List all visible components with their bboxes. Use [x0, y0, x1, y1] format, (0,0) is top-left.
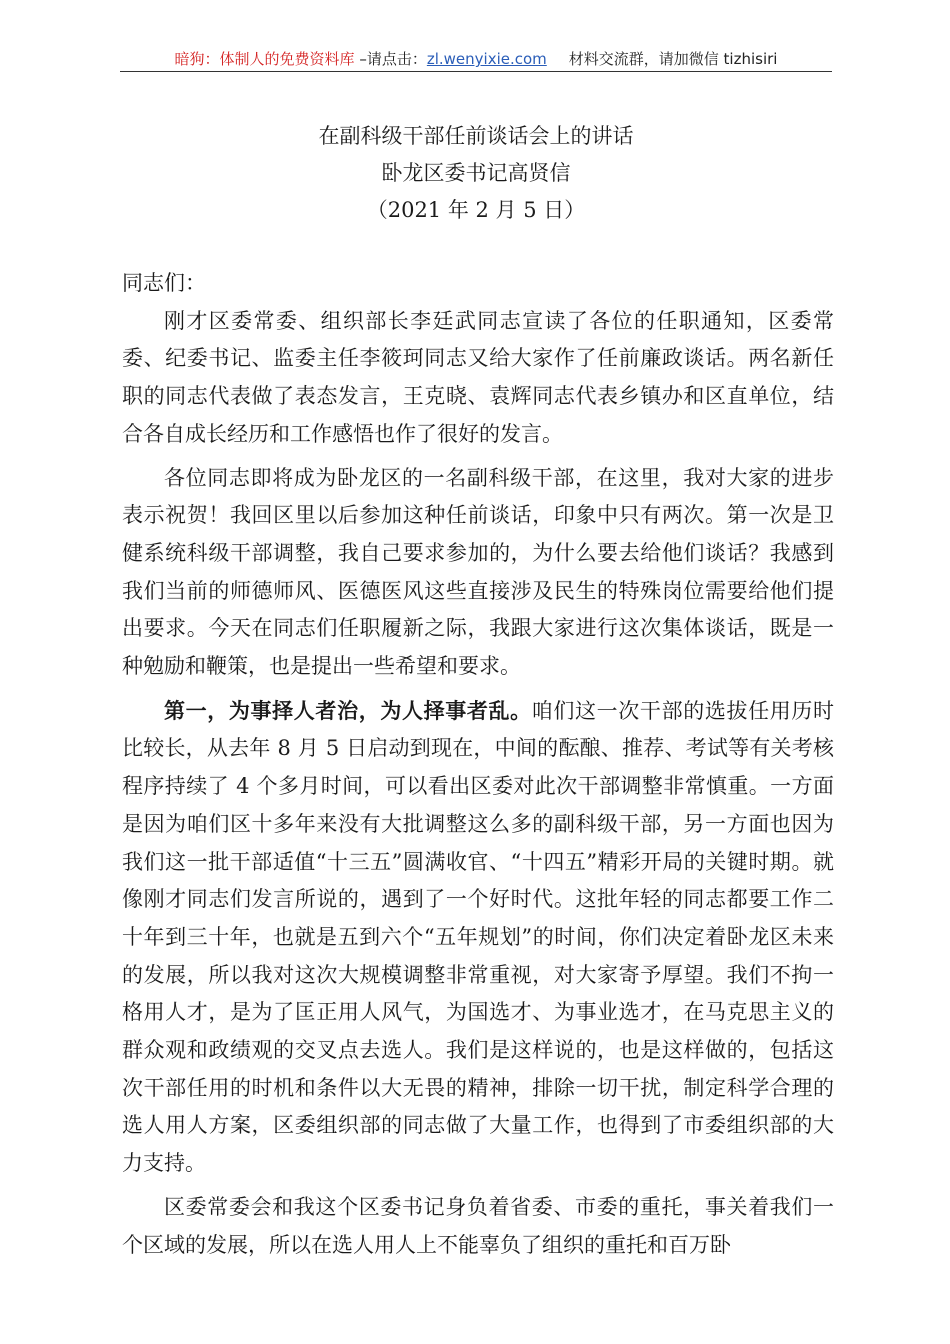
- header-click-prompt: 请点击：: [366, 50, 427, 68]
- paragraph-3: [122, 692, 834, 1183]
- salutation: 同志们：: [122, 271, 206, 295]
- document-date: （2021 年 2 月 5 日）: [366, 198, 586, 222]
- header-separator: –: [354, 50, 367, 68]
- document-title: 在副科级干部任前谈话会上的讲话: [318, 124, 634, 148]
- page-header: [120, 48, 832, 69]
- header-group-note: 材料交流群，请加微信 tizhisiri: [568, 50, 778, 68]
- header-brand: 暗狗：体制人的免费资料库: [174, 50, 355, 68]
- document-body: [122, 265, 834, 1264]
- header-link[interactable]: zl.wenyixie.com: [426, 50, 547, 68]
- title-block: [120, 118, 832, 229]
- paragraph-1: 刚才区委常委、组织部长李廷武同志宣读了各位的任职通知，区委常委、纪委书记、监委主任李筱珂同志又给大家作了任前廉政谈话。两名新任职的同志代表做了表态发言，王克晓、袁辉同志代表乡镇办和区直单位，结合各自成长经历和工作感悟也作了很好的发言。: [122, 308, 834, 446]
- document-author: 卧龙区委书记高贤信: [381, 161, 571, 185]
- paragraph-3-body: 咱们这一次干部的选拔任用历时比较长，从去年 8 月 5 日启动到现在，中间的酝酿、推荐、考试等有关考核程序持续了 4 个多月时间，可以看出区委对此次干部调整非常慎重。一方面是因为咱们区十多年来没有大批调整这么多的副科级干部，另一方面也因为我们这一批干部适值“十三五”圆满收官、“十四五”精彩开局的关键时期。就像刚才同志们发言所说的，遇到了一个好时代。这批年轻的同志都要工作二十年到三十年，也就是五到六个“五年规划”的时间，你们决定着卧龙区未来的发展，所以我对这次大规模调整非常重视，对大家寄予厚望。我们不拘一格用人才，是为了匡正用人风气，为国选才、为事业选才，在马克思主义的群众观和政绩观的交叉点去选人。我们是这样说的，也是这样做的，包括这次干部任用的时机和条件以大无畏的精神，排除一切干扰，制定科学合理的选人用人方案，区委组织部的同志做了大量工作，也得到了市委组织部的大力支持。: [122, 698, 834, 1176]
- header-divider: [120, 71, 832, 72]
- paragraph-4: 区委常委会和我这个区委书记身负着省委、市委的重托，事关着我们一个区域的发展，所以在选人用人上不能辜负了组织的重托和百万卧: [122, 1194, 834, 1257]
- paragraph-2: 各位同志即将成为卧龙区的一名副科级干部，在这里，我对大家的进步表示祝贺！我回区里以后参加这种任前谈话，印象中只有两次。第一次是卫健系统科级干部调整，我自己要求参加的，为什么要去给他们谈话？我感到我们当前的师德师风、医德医风这些直接涉及民生的特殊岗位需要给他们提出要求。今天在同志们任职履新之际，我跟大家进行这次集体谈话，既是一种勉励和鞭策，也是提出一些希望和要求。: [122, 465, 834, 679]
- paragraph-3-lead: 第一，为事择人者治，为人择事者乱。: [164, 697, 532, 723]
